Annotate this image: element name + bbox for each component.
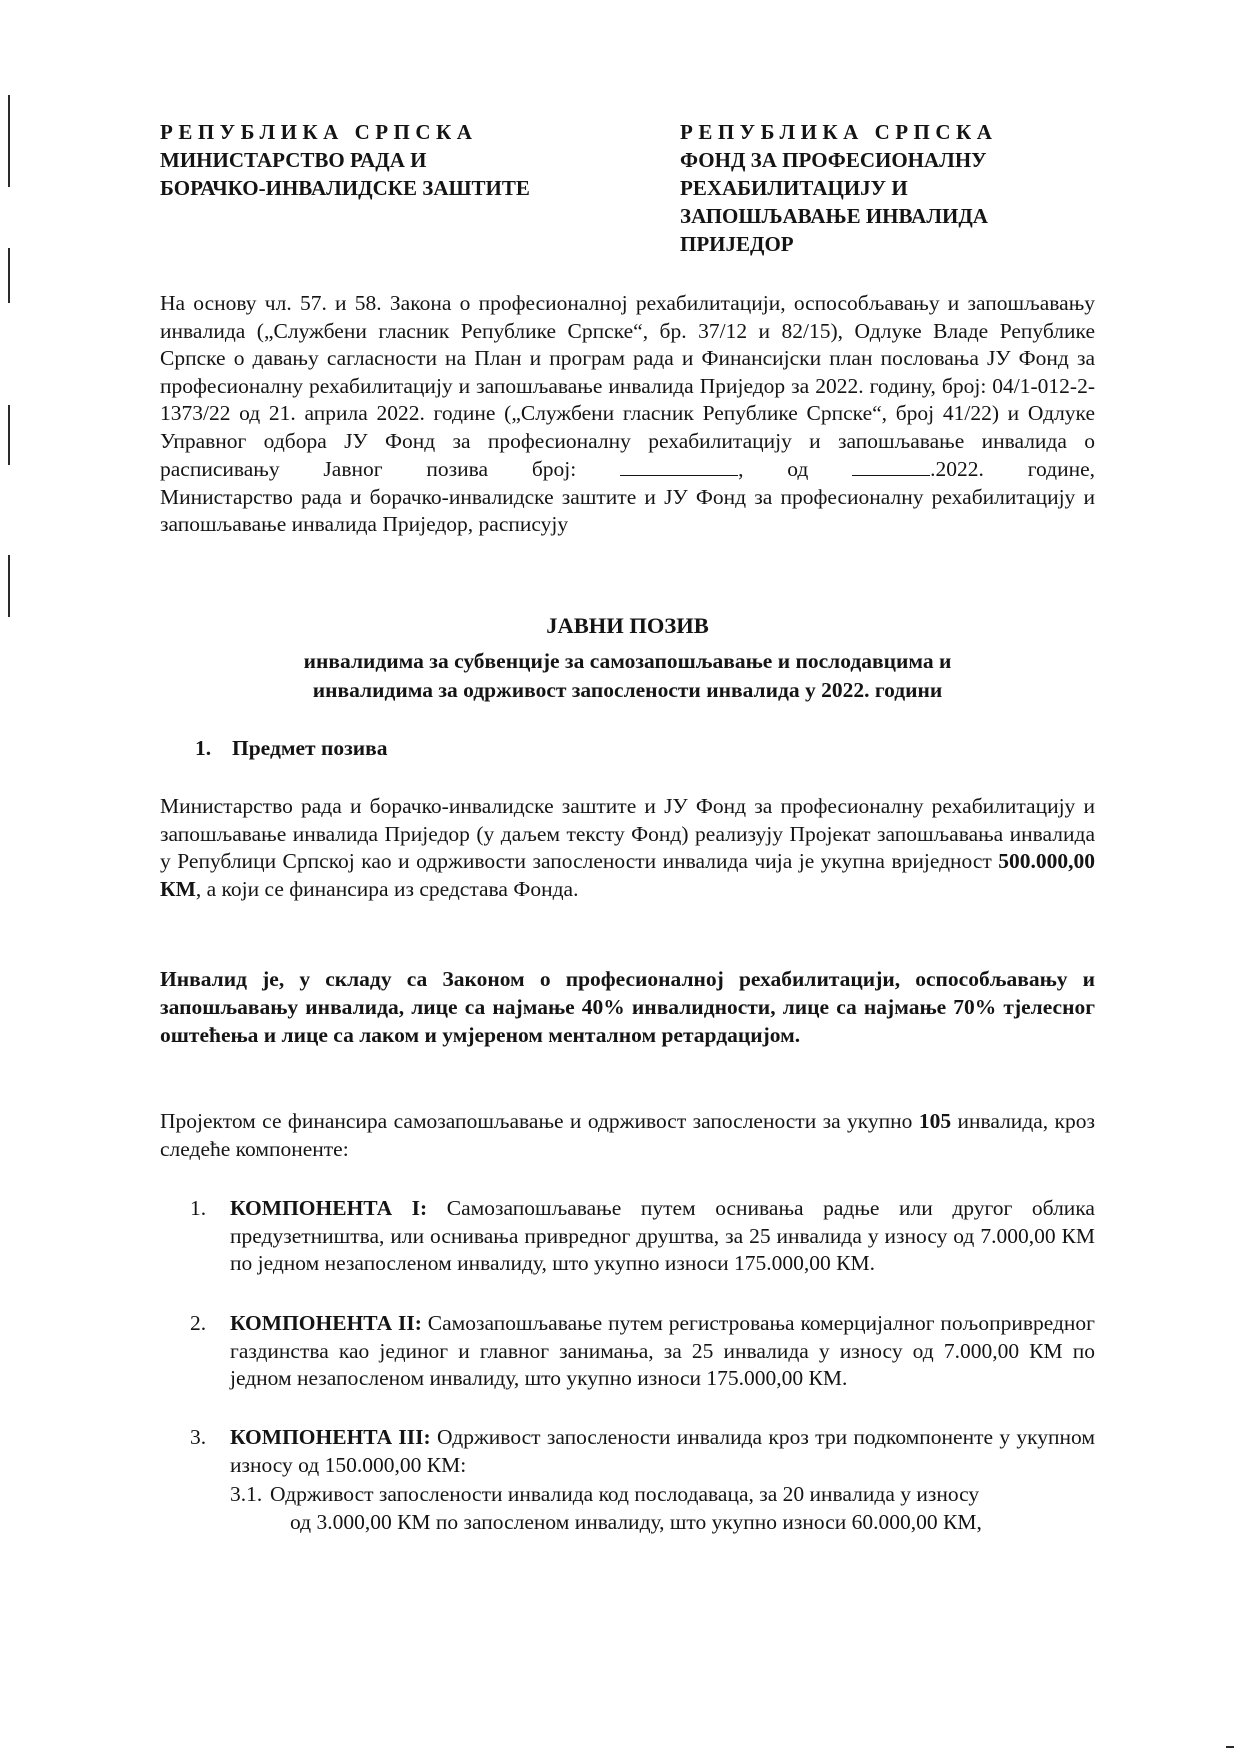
component-text: Самозапошљавање путем регистровања комерцијалног пољопривредног газдинства као јединог и главног занимања, за 25 инвалида у износу од 7.000,00 КМ по једном незапосленом инвалиду, што укупно износи 175.000,00 КМ. [230, 1311, 1096, 1390]
subcomponent-text: Одрживост запослености инвалида код послодаваца, за 20 инвалида у износу [270, 1482, 980, 1506]
section-heading [195, 735, 387, 763]
component-label: КОМПОНЕНТА II: [230, 1311, 422, 1335]
subcomponent-number: 3.1. [230, 1482, 263, 1506]
subcomponent-text: од 3.000,00 КМ по запосленом инвалиду, што укупно износи 60.000,00 КМ, [290, 1509, 982, 1534]
document-subtitle [160, 647, 1095, 705]
header-fund-line: РЕХАБИЛИТАЦИЈУ И [680, 176, 908, 200]
legal-basis-text: Министарство рада и борачко-инвалидске заштите и ЈУ Фонд за професионалну рехабилитацију и запошљавање инвалида Приједор, расписују [160, 484, 1095, 536]
legal-basis-paragraph [160, 290, 1095, 539]
project-amount: 500.000,00 КМ [160, 849, 1096, 901]
component-text: Самозапошљавање путем оснивања радње или другог облика предузетништва, или оснивања привредног друштва, за 25 инвалида у износу од 7.000,00 КМ по једном незапосленом инвалиду, што укупно износи 175.000,00 КМ. [230, 1196, 1095, 1275]
scan-mark [8, 248, 10, 303]
legal-basis-text: На основу чл. 57. и 58. Закона о професионалној рехабилитацији, оспособљавању и запошљавању инвалида („Службени гласник Републике Српске“, бр. 37/12 и 82/15), Одлуке Владе Републике Српске о давању сагласности на План и програм рада и Финансијски план пословања ЈУ Фонд за професионалну рехабилитацију и запошљавање инвалида Приједор за 2022. годину, број: 04/1-012-2-1373/22 од 21. априла 2022. године („Службени гласник Републике Српске“, број 41/22) и Одлуке Управног одбора ЈУ Фонд за професионалну рехабилитацију и запошљавање инвалида о расписивању Јавног позива број: [160, 291, 1095, 481]
header-ministry-line: БОРАЧКО-ИНВАЛИДСКЕ ЗАШТИТЕ [160, 176, 530, 200]
financing-paragraph [160, 1108, 1095, 1163]
beneficiary-count: 105 [918, 1109, 952, 1133]
component-number: 1. [190, 1196, 207, 1220]
legal-basis-text: , од [738, 457, 809, 481]
header-republic: РЕПУБЛИКА СРПСКА [680, 120, 998, 144]
subtitle-line: инвалидима за субвенције за самозапошљавање и послодавцима и [303, 649, 952, 673]
document-title: ЈАВНИ ПОЗИВ [546, 613, 709, 638]
financing-text: Пројектом се финансира самозапошљавање и одрживост запослености за укупно [160, 1109, 913, 1133]
legal-basis-text: .2022. године, [930, 457, 1096, 481]
section-title: Предмет позива [232, 736, 388, 760]
disability-definition-paragraph: Инвалид је, у складу са Законом о професионалној рехабилитацији, оспособљавању и запошљавању инвалида, лице са најмање 40% инвалидности, лице са најмање 70% тјелесног оштећења и лице са лаком и умјереном менталном ретардацијом. [160, 967, 1095, 1047]
component-label: КОМПОНЕНТА I: [230, 1196, 428, 1220]
call-number-blank [620, 455, 738, 476]
component-number: 3. [190, 1425, 207, 1449]
scan-mark [8, 405, 10, 465]
component-label: КОМПОНЕНТА III: [230, 1425, 431, 1449]
header-republic: РЕПУБЛИКА СРПСКА [160, 120, 478, 144]
issuer-ministry-header [160, 118, 530, 202]
call-date-blank [852, 455, 930, 476]
subject-text: Министарство рада и борачко-инвалидске заштите и ЈУ Фонд за професионалну рехабилитацију и запошљавање инвалида Приједор (у даљем тексту Фонд) реализују Пројекат запошљавања инвалида у Републици Српској као и одрживости запослености инвалида чија је укупна вриједност [160, 794, 1095, 873]
component-number: 2. [190, 1311, 207, 1335]
subcomponent-item [230, 1481, 1095, 1536]
subtitle-line: инвалидима за одрживост запослености инвалида у 2022. години [312, 678, 943, 702]
component-item [190, 1195, 1095, 1278]
header-fund-line: ФОНД ЗА ПРОФЕСИОНАЛНУ [680, 148, 987, 172]
header-ministry-line: МИНИСТАРСТВО РАДА И [160, 148, 427, 172]
section-number: 1. [195, 736, 212, 760]
scan-mark [8, 555, 10, 617]
scan-mark [1226, 1746, 1234, 1748]
scan-mark [8, 95, 10, 187]
subject-paragraph [160, 793, 1095, 903]
issuer-fund-header [680, 118, 997, 258]
component-text: Одрживост запослености инвалида кроз три подкомпоненте у укупном износу од 150.000,00 КМ: [230, 1425, 1095, 1477]
subject-text: , а који се финансира из средстава Фонда. [195, 876, 579, 901]
financing-text: инвалида, кроз следеће компоненте: [160, 1109, 1095, 1161]
component-item [190, 1310, 1096, 1393]
header-fund-line: ЗАПОШЉАВАЊЕ ИНВАЛИДА [680, 204, 988, 228]
header-fund-line: ПРИЈЕДОР [680, 232, 794, 256]
component-item [190, 1424, 1095, 1479]
